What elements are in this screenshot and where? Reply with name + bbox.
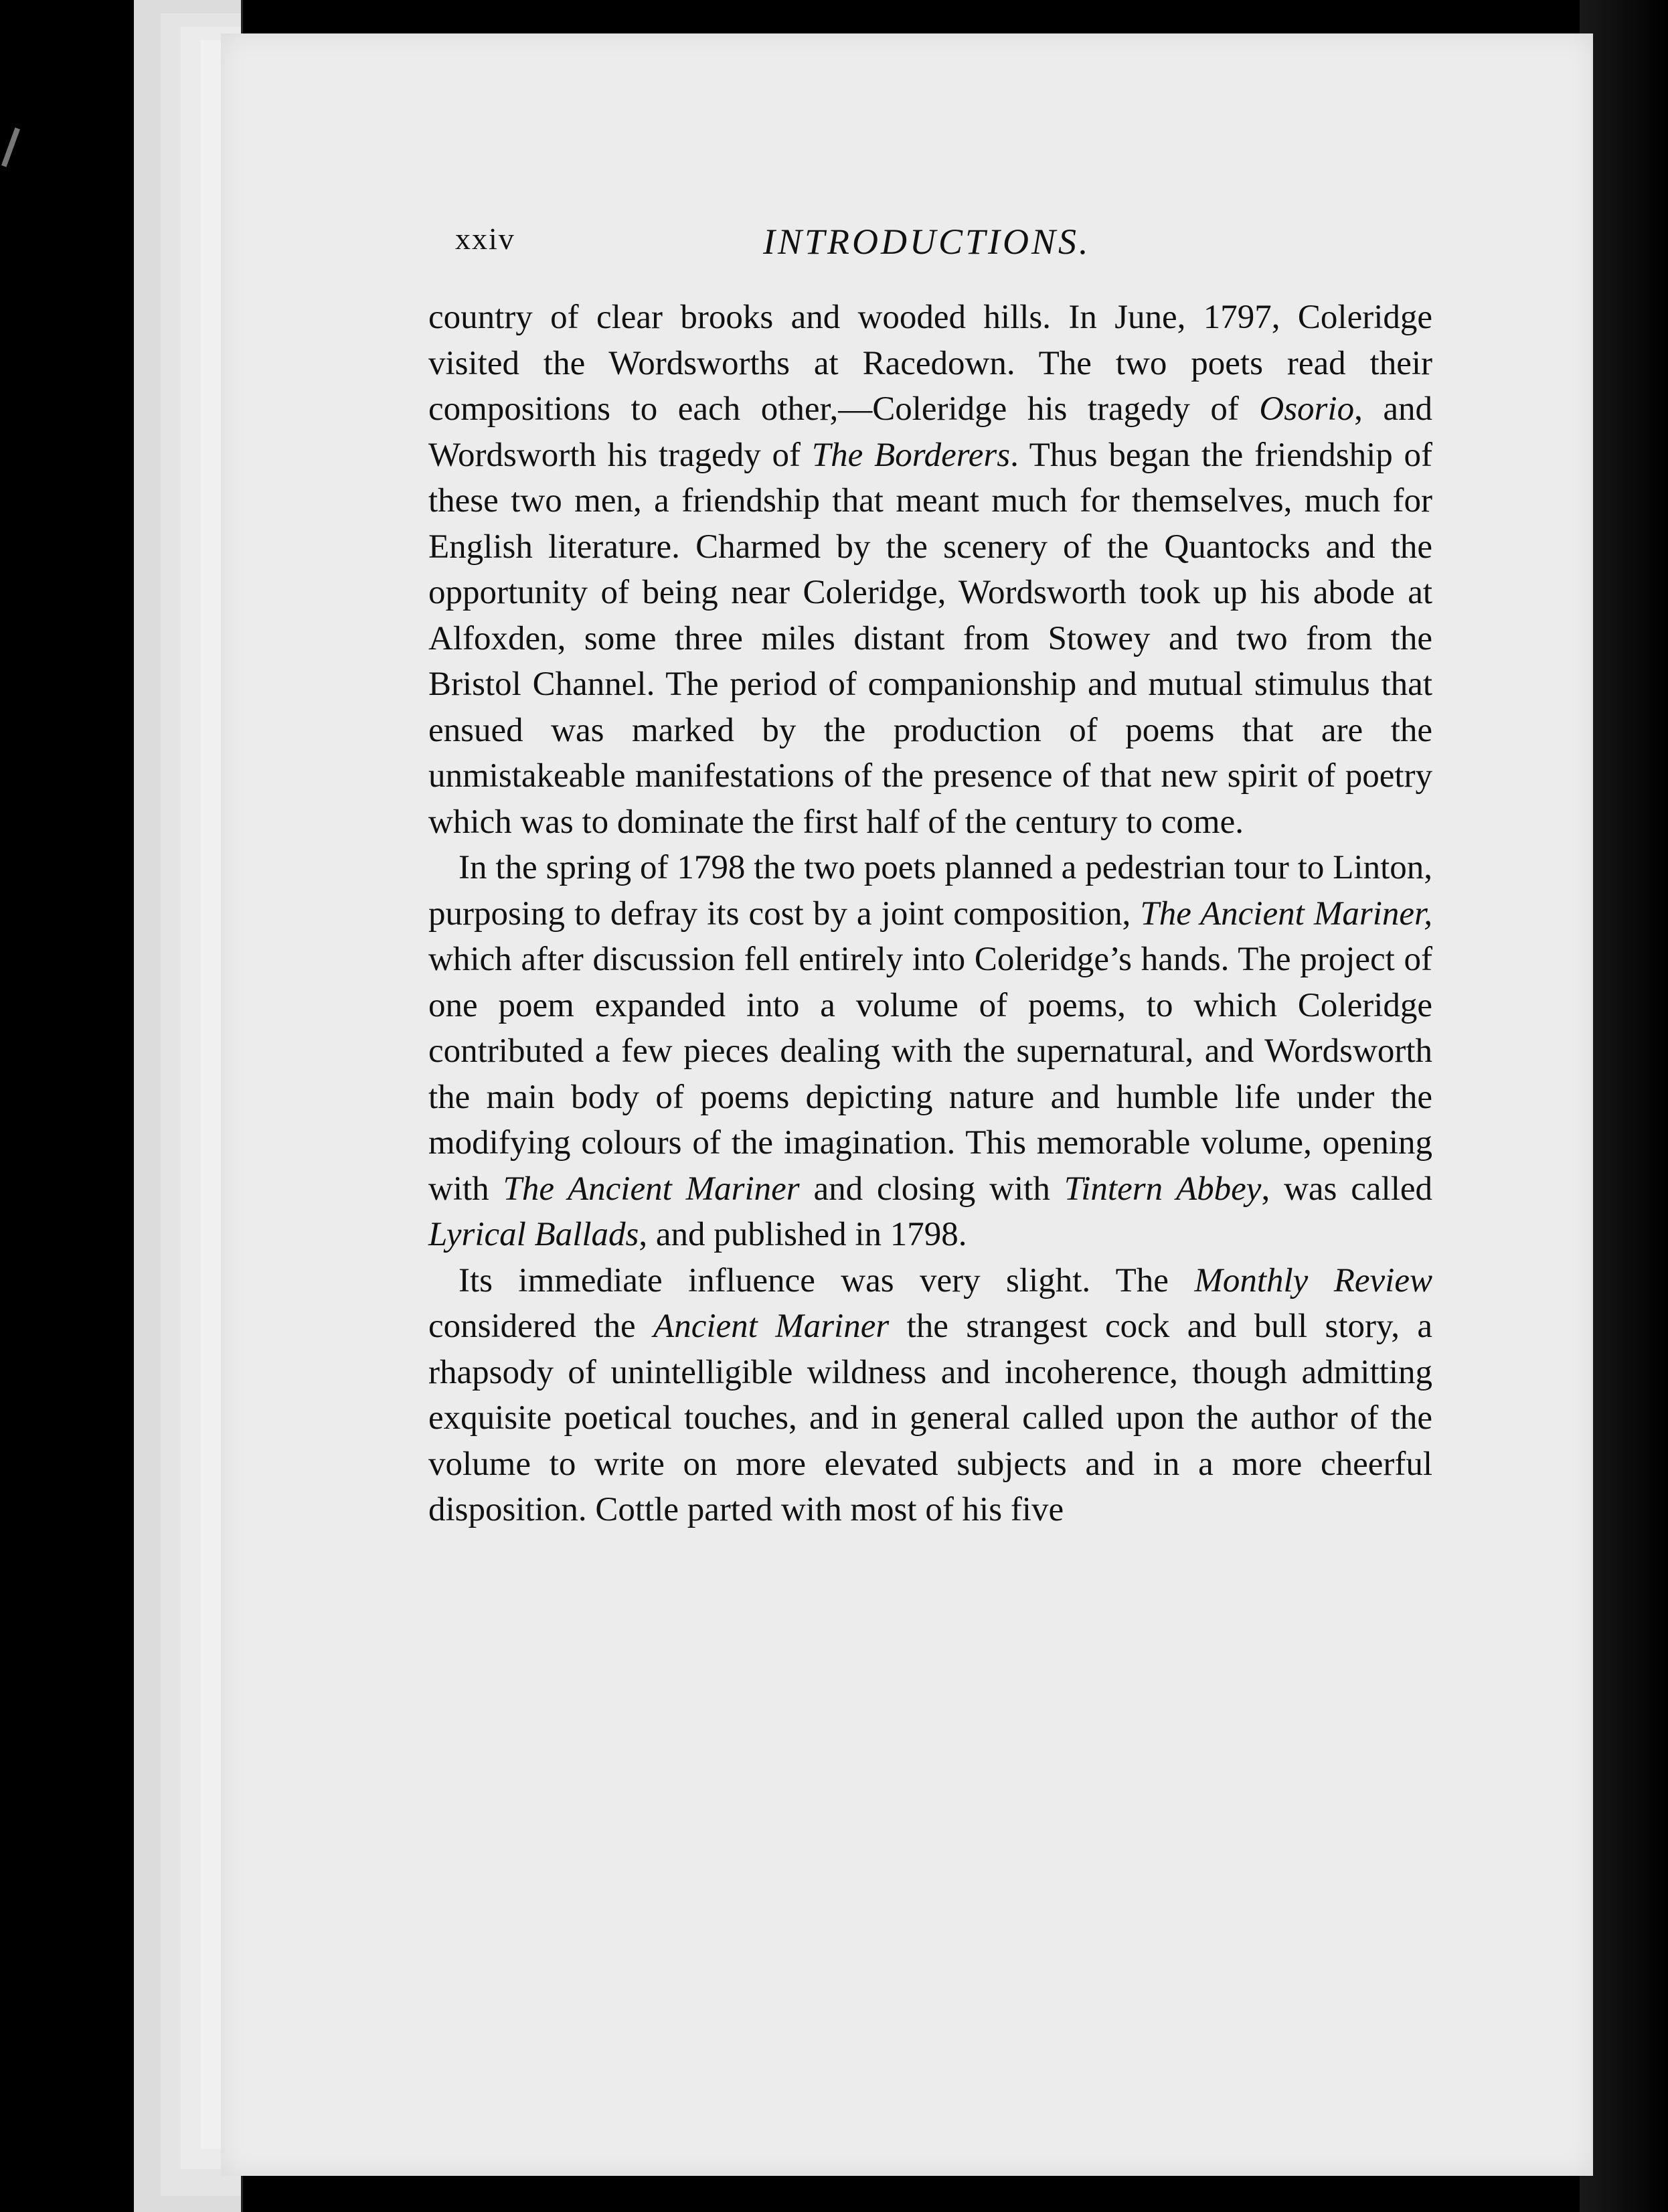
body-text	[428, 295, 1432, 1533]
text-segment: which after discussion fell entirely into Coleridge’s hands. The project of one poem expanded into a volume of poems, to which Coleridge contributed a few pieces dealing with the supernatural, and Wordsworth the main body of poems depicting nature and humble life under the modifying colours of the imagination. This memorable volume, opening with	[428, 941, 1432, 1208]
text-segment: country of clear brooks and wooded hills. In June, 1797, Coleridge visited the Wordsworths at Racedown. The two poets read their compositions to each other,—Coleridge his tragedy of	[428, 299, 1432, 428]
paragraph-2	[428, 845, 1432, 1258]
italic-title: The Borderers	[811, 436, 1011, 474]
text-segment: . Thus began the friendship of these two men, a friendship that meant much for themselves, much for English literature. Charmed by the scenery of the Quantocks and the opportunity of being near Coleridge, Wordsworth took up his abode at Alfoxden, some three miles distant from Stowey and two from the Bristol Channel. The period of companionship and mutual stimulus that ensued was marked by the production of poems that are the unmistakeable manifestations of the presence of that new spirit of poetry which was to dominate the first half of the century to come.	[428, 436, 1432, 841]
text-segment: the strangest cock and bull story, a rhapsody of unintelligible wildness and incoherence, though admitting exquisite poetical touches, and in general called upon the author of the volume to write on more elevated subjects and in a more cheerful disposition. Cottle parted with most of his five	[428, 1308, 1433, 1528]
italic-title: Lyrical Ballads	[428, 1216, 639, 1253]
page-number: xxiv	[455, 222, 515, 256]
italic-title: Tintern Abbey	[1064, 1170, 1262, 1208]
italic-title: Osorio	[1259, 390, 1355, 428]
text-segment: , and Wordsworth his tragedy of	[428, 390, 1432, 474]
margin-mark	[1, 127, 20, 167]
text-segment: In the spring of 1798 the two poets planned a pedestrian tour to Linton, purposing to defray its cost by a joint composition,	[428, 849, 1432, 933]
text-segment: , and published in 1798.	[639, 1216, 967, 1253]
paragraph-3	[428, 1258, 1432, 1533]
running-title: INTRODUCTIONS.	[763, 222, 1091, 262]
text-segment: considered the	[428, 1308, 654, 1345]
text-segment: and closing with	[799, 1170, 1064, 1208]
running-head	[241, 221, 1513, 274]
italic-title: The Ancient Mariner,	[1140, 894, 1432, 933]
italic-title: The Ancient Mariner	[503, 1170, 800, 1208]
paragraph-1	[428, 295, 1432, 845]
italic-title: Monthly Review	[1194, 1261, 1432, 1299]
text-segment: Its immediate influence was very slight. The	[458, 1261, 1195, 1299]
italic-title: Ancient Mariner	[653, 1308, 890, 1345]
text-segment: , was called	[1261, 1170, 1432, 1208]
